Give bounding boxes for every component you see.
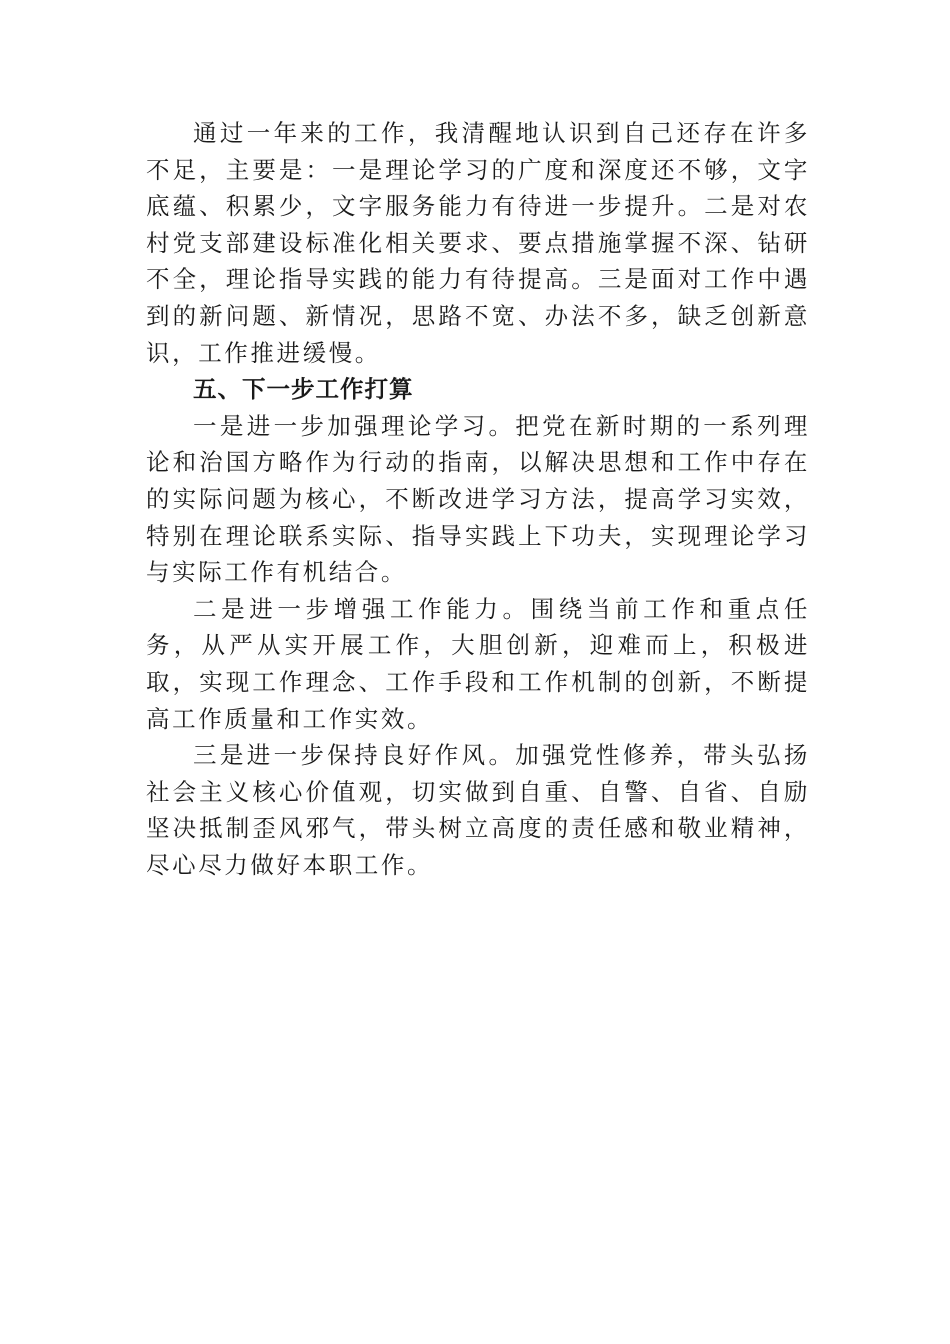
paragraph-plan-1: 一是进一步加强理论学习。把党在新时期的一系列理论和治国方略作为行动的指南，以解决思想和工作中存在的实际问题为核心，不断改进学习方法，提高学习实效，特别在理论联系实际、指导实践上下功夫，实现理论学习与实际工作有机结合。 xyxy=(146,411,810,587)
paragraph-plan-3: 三是进一步保持良好作风。加强党性修养，带头弘扬社会主义核心价值观，切实做到自重、自警、自省、自励坚决抵制歪风邪气，带头树立高度的责任感和敬业精神，尽心尽力做好本职工作。 xyxy=(146,741,810,879)
section-heading: 五、下一步工作打算 xyxy=(193,375,414,404)
document-body xyxy=(146,115,810,883)
paragraph-shortcomings: 通过一年来的工作，我清醒地认识到自己还存在许多不足，主要是：一是理论学习的广度和深度还不够，文字底蕴、积累少，文字服务能力有待进一步提升。二是对农村党支部建设标准化相关要求、要点措施掌握不深、钻研不全，理论指导实践的能力有待提高。三是面对工作中遇到的新问题、新情况，思路不宽、办法不多，缺乏创新意识，工作推进缓慢。 xyxy=(146,119,810,367)
paragraph-plan-2: 二是进一步增强工作能力。围绕当前工作和重点任务，从严从实开展工作，大胆创新，迎难而上，积极进取，实现工作理念、工作手段和工作机制的创新，不断提高工作质量和工作实效。 xyxy=(146,594,810,733)
